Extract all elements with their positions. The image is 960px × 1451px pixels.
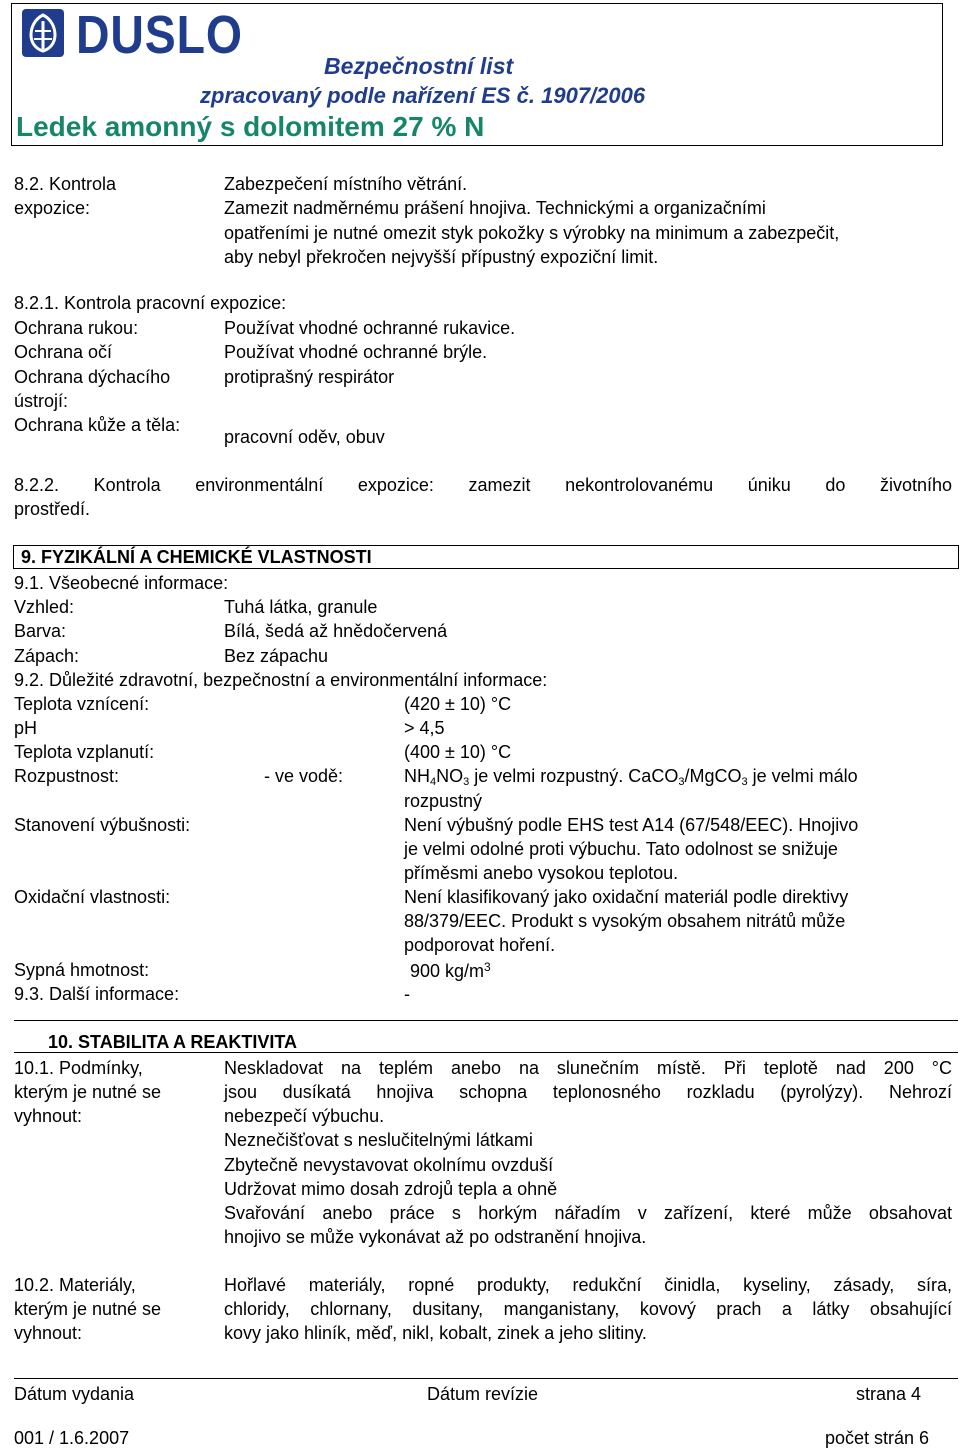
issue-date-label: Dátum vydania — [14, 1384, 135, 1404]
s101-text-line: Svařování anebo práce s horkým nářadím v zařízení, které může obsahovat — [224, 1203, 952, 1223]
s101-text-line: Udržovat mimo dosah zdrojů tepla a ohně — [224, 1179, 558, 1199]
s101-label-line: vyhnout: — [14, 1106, 83, 1126]
s102-label-line: vyhnout: — [14, 1323, 83, 1343]
solubility-value-line2: rozpustný — [404, 791, 483, 811]
odor-label: Zápach: — [14, 646, 80, 666]
s82-text-line: aby nebyl překročen nejvyšší přípustný expoziční limit. — [224, 247, 659, 267]
s101-text-line: hnojivo se může vykonávat až po odstranění hnojiva. — [224, 1227, 647, 1247]
bulk-density-number: 900 kg/m — [410, 961, 485, 981]
section10-title: 10. STABILITA A REAKTIVITA — [48, 1032, 298, 1052]
s821-heading: 8.2.1. Kontrola pracovní expozice: — [14, 293, 287, 313]
eyes-value: Používat vhodné ochranné brýle. — [224, 342, 488, 362]
flash-label: Teplota vzplanutí: — [14, 742, 155, 762]
section9-title: 9. FYZIKÁLNÍ A CHEMICKÉ VLASTNOSTI — [21, 547, 372, 567]
ignition-value: (420 ± 10) °C — [404, 694, 512, 714]
skin-value: pracovní oděv, obuv — [224, 427, 385, 447]
s101-label-line: kterým je nutné se — [14, 1082, 162, 1102]
explosive-value-line: příměsmi anebo vysokou teplotou. — [404, 863, 679, 883]
duslo-logo-icon — [22, 9, 64, 57]
s93-value: - — [404, 984, 410, 1004]
bulk-density-value — [410, 960, 491, 982]
explosive-value-line: je velmi odolné proti výbuchu. Tato odolnost se snižuje — [404, 839, 838, 859]
formula-part: NH — [404, 766, 430, 786]
solubility-value — [404, 766, 858, 788]
s101-text-line: Neznečišťovat s neslučitelnými látkami — [224, 1130, 533, 1150]
page-number: strana 4 — [856, 1384, 922, 1404]
solubility-label: Rozpustnost: — [14, 766, 120, 786]
formula-part: je velmi málo — [747, 766, 858, 786]
oxidizing-value-line: 88/379/EEC. Produkt s vysokým obsahem nitrátů může — [404, 911, 846, 931]
page-count: počet strán 6 — [825, 1428, 930, 1448]
s822-line2: prostředí. — [14, 499, 91, 519]
formula-subscript: 4 — [430, 776, 437, 788]
respiratory-label-line1: Ochrana dýchacího — [14, 367, 171, 387]
skin-label: Ochrana kůže a těla: — [14, 415, 181, 435]
revision-date-label: Dátum revízie — [427, 1384, 539, 1404]
s102-text-line: kovy jako hliník, měď, nikl, kobalt, zinek a jeho slitiny. — [224, 1323, 647, 1343]
ph-value: > 4,5 — [404, 718, 445, 738]
s82-text-line: Zabezpečení místního větrání. — [224, 174, 468, 194]
s82-label-line1: 8.2. Kontrola — [14, 174, 117, 194]
s102-text-line: chloridy, chlornany, dusitany, manganistany, kovový prach a látky obsahující — [224, 1299, 952, 1319]
formula-part: je velmi rozpustný. CaCO — [469, 766, 679, 786]
product-name: Ledek amonný s dolomitem 27 % N — [16, 111, 485, 142]
s101-text-line: nebezpečí výbuchu. — [224, 1106, 385, 1126]
formula-part: NO — [436, 766, 464, 786]
oxidizing-value-line: Není klasifikovaný jako oxidační materiál podle direktivy — [404, 887, 849, 907]
appearance-value: Tuhá látka, granule — [224, 597, 378, 617]
ph-label: pH — [14, 718, 38, 738]
footer-rule — [14, 1378, 958, 1379]
explosive-value-line: Není výbušný podle EHS test A14 (67/548/EEC). Hnojivo — [404, 815, 859, 835]
s102-text-line: Hořlavé materiály, ropné produkty, redukční činidla, kyseliny, zásady, síra, — [224, 1275, 952, 1295]
s93-label: 9.3. Další informace: — [14, 984, 180, 1004]
s822-line1: 8.2.2. Kontrola environmentální expozice: zamezit nekontrolovanému úniku do životního — [14, 475, 952, 495]
bulk-density-label: Sypná hmotnost: — [14, 960, 150, 980]
ignition-label: Teplota vznícení: — [14, 694, 150, 714]
explosive-label: Stanovení výbušnosti: — [14, 815, 191, 835]
s101-text-line: jsou dusíkatá hnojiva schopna teplonosného rozkladu (pyrolýzy). Nehrozí — [224, 1082, 952, 1102]
s102-label-line: kterým je nutné se — [14, 1299, 162, 1319]
duslo-logo-text: DUSLO — [76, 5, 243, 65]
issue-date-value: 001 / 1.6.2007 — [14, 1428, 130, 1448]
s101-text-line: Zbytečně nevystavovat okolnímu ovzduší — [224, 1155, 554, 1175]
respiratory-value: protiprašný respirátor — [224, 367, 395, 387]
color-value: Bílá, šedá až hnědočervená — [224, 621, 448, 641]
s92-heading: 9.2. Důležité zdravotní, bezpečnostní a environmentální informace: — [14, 670, 548, 690]
s102-label-line: 10.2. Materiály, — [14, 1275, 136, 1295]
eyes-label: Ochrana očí — [14, 342, 113, 362]
s91-heading: 9.1. Všeobecné informace: — [14, 573, 229, 593]
hands-label: Ochrana rukou: — [14, 318, 139, 338]
solubility-water-label: - ve vodě: — [264, 766, 344, 786]
document-title: Bezpečnostní list — [324, 53, 514, 79]
s101-text-line: Neskladovat na teplém anebo na slunečním místě. Při teplotě nad 200 °C — [224, 1058, 952, 1078]
s101-label-line: 10.1. Podmínky, — [14, 1058, 143, 1078]
s82-text-line: opatřeními je nutné omezit styk pokožky s výrobky na minimum a zabezpečit, — [224, 223, 840, 243]
formula-subscript: 3 — [463, 776, 470, 788]
oxidizing-label: Oxidační vlastnosti: — [14, 887, 171, 907]
formula-part: /MgCO — [684, 766, 742, 786]
section10-rule — [14, 1020, 958, 1021]
odor-value: Bez zápachu — [224, 646, 329, 666]
flash-value: (400 ± 10) °C — [404, 742, 512, 762]
color-label: Barva: — [14, 621, 67, 641]
s82-text-line: Zamezit nadměrnému prášení hnojiva. Technickými a organizačními — [224, 198, 766, 218]
bulk-density-exponent: 3 — [484, 960, 491, 974]
respiratory-label-line2: ústrojí: — [14, 391, 69, 411]
regulation-subtitle: zpracovaný podle nařízení ES č. 1907/2006 — [200, 83, 646, 108]
formula-subscript: 3 — [741, 776, 748, 788]
oxidizing-value-line: podporovat hoření. — [404, 935, 556, 955]
appearance-label: Vzhled: — [14, 597, 75, 617]
s82-label-line2: expozice: — [14, 198, 91, 218]
hands-value: Používat vhodné ochranné rukavice. — [224, 318, 516, 338]
formula-subscript: 3 — [678, 776, 685, 788]
